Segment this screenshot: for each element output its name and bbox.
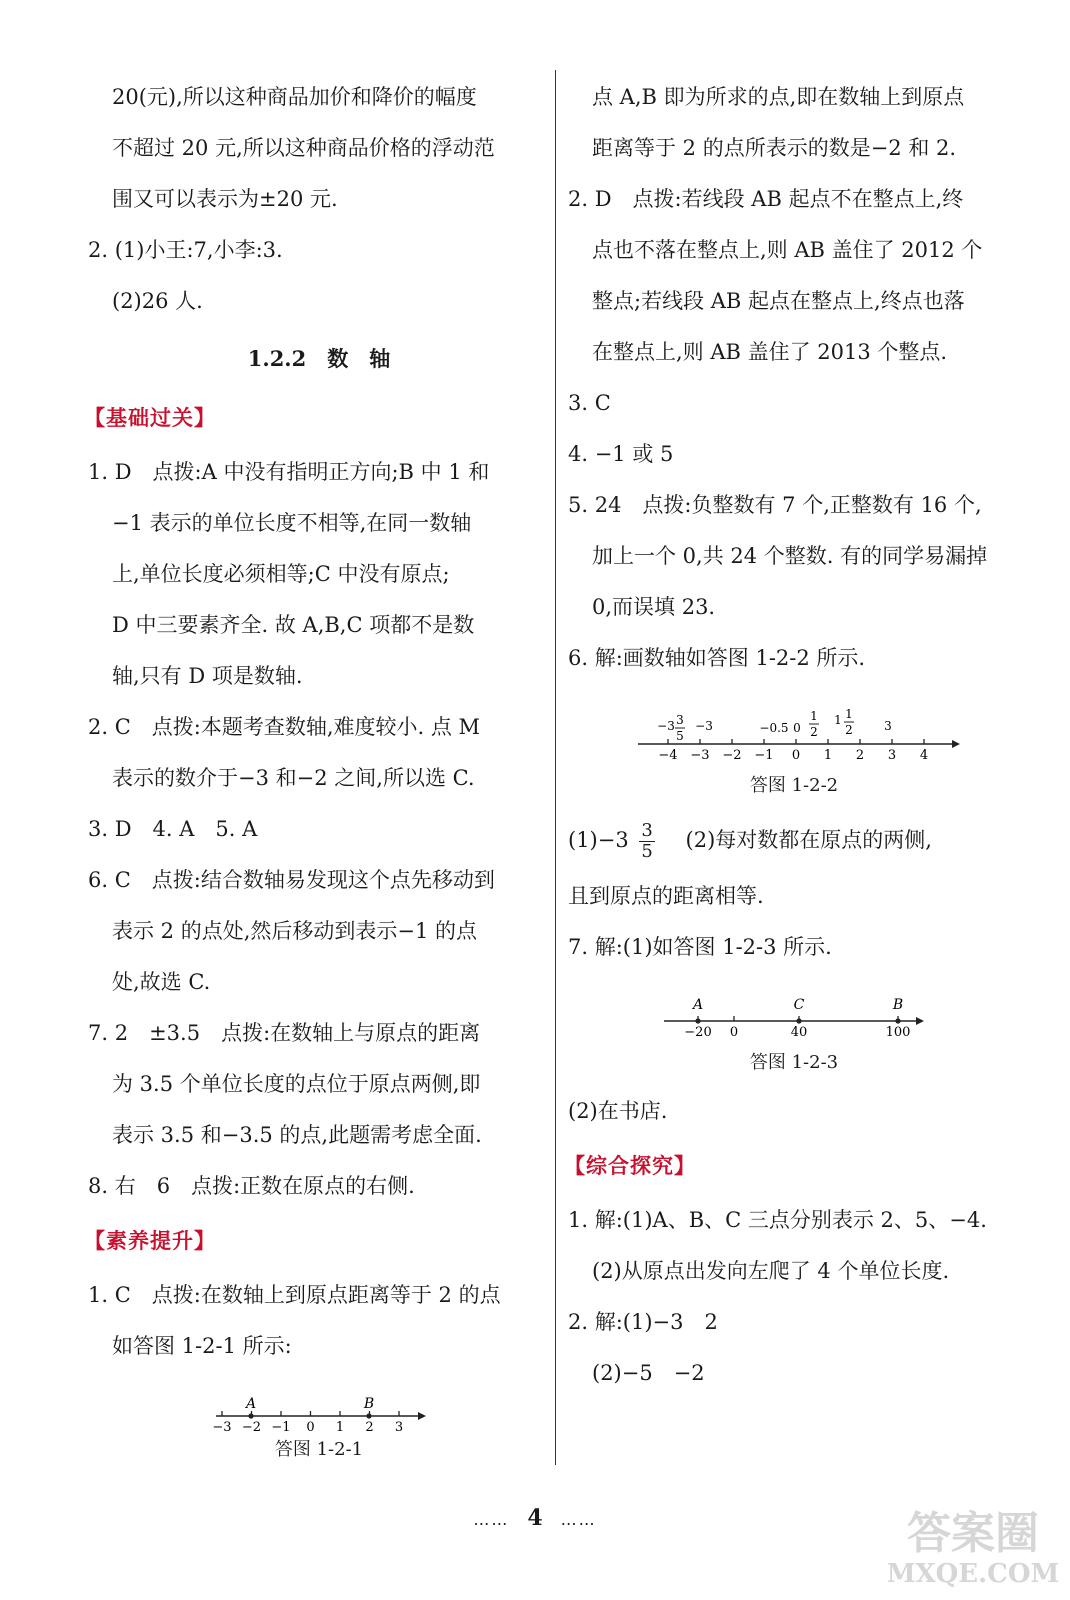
watermark-logo xyxy=(886,1498,1060,1590)
point-a-dot xyxy=(248,1413,253,1418)
answer-r4: 4. −1 或 5 xyxy=(568,442,674,466)
text-line: 围又可以表示为±20 元. xyxy=(112,187,338,211)
answer-r6-result2: 且到原点的距离相等. xyxy=(568,884,764,908)
answer-r5-line: 0,而误填 23. xyxy=(592,595,716,619)
tick-label: 0 xyxy=(306,1420,315,1435)
answer-b6-line: 处,故选 C. xyxy=(112,970,211,994)
answer-b7-line: 为 3.5 个单位长度的点位于原点两侧,即 xyxy=(112,1072,481,1096)
axis-arrow xyxy=(952,740,960,748)
text-line: 距离等于 2 的点所表示的数是−2 和 2. xyxy=(592,136,957,160)
point-b-dot xyxy=(366,1413,371,1418)
answer-b345: 3. D 4. A 5. A xyxy=(88,817,258,841)
answer-2-part2: (2)26 人. xyxy=(112,289,203,313)
label-three: 3 xyxy=(884,719,892,733)
left-column xyxy=(84,72,550,1465)
answer-r3: 3. C xyxy=(568,391,611,415)
answer-r6-result xyxy=(568,809,1020,871)
answer-r7-part2: (2)在书店. xyxy=(568,1099,668,1123)
answer-r2-line: 点也不落在整点上,则 AB 盖住了 2012 个 xyxy=(592,238,983,262)
label-mixed-num: 1 xyxy=(845,707,853,721)
answer-e1-part2: (2)从原点出发向左爬了 4 个单位长度. xyxy=(592,1259,950,1283)
tick-label: 40 xyxy=(790,1025,808,1040)
axis-arrow xyxy=(916,1017,924,1025)
figure-caption: 答图 1-2-2 xyxy=(749,775,839,796)
tick-label: 100 xyxy=(885,1025,911,1040)
answer-b1-line: D 中三要素齐全. 故 A,B,C 项都不是数 xyxy=(112,613,475,637)
answer-b1-line: 上,单位长度必须相等;C 中没有原点; xyxy=(112,562,450,586)
explore-section-header: 【综合探究】 xyxy=(564,1153,696,1178)
answer-b1-line: 轴,只有 D 项是数轴. xyxy=(112,664,303,688)
label-half-den: 2 xyxy=(810,725,818,739)
column-divider xyxy=(555,70,556,1465)
svg-text:MXQE.COM: MXQE.COM xyxy=(886,1559,1060,1589)
answer-b7-line: 表示 3.5 和−3.5 的点,此题需考虑全面. xyxy=(112,1123,482,1147)
answer-i1-line: 1. C 点拨:在数轴上到原点距离等于 2 的点 xyxy=(88,1283,501,1307)
answer-e2: 2. 解:(1)−3 2 xyxy=(568,1310,718,1334)
answer-r5-line: 5. 24 点拨:负整数有 7 个,正整数有 16 个, xyxy=(568,493,982,517)
point-c-label: C xyxy=(793,997,805,1013)
answer-b7-line: 7. 2 ±3.5 点拨:在数轴上与原点的距离 xyxy=(88,1021,481,1045)
fraction-denominator: 5 xyxy=(641,841,653,862)
tick-label: −2 xyxy=(722,748,742,763)
figure-1-2-1 xyxy=(88,1372,550,1465)
right-column xyxy=(564,72,1020,1399)
tick-label: 3 xyxy=(394,1420,404,1435)
tick-label: −1 xyxy=(271,1420,291,1435)
fraction xyxy=(639,821,654,862)
answer-b6-line: 6. C 点拨:结合数轴易发现这个点先移动到 xyxy=(88,868,495,892)
answer-b1-line: 1. D 点拨:A 中没有指明正方向;B 中 1 和 xyxy=(88,460,490,484)
answer-b6-line: 表示 2 的点处,然后移动到表示−1 的点 xyxy=(112,919,478,943)
improve-section-header: 【素养提升】 xyxy=(84,1228,216,1253)
result-prefix: (1)−3 xyxy=(568,828,629,852)
answer-r2-line: 2. D 点拨:若线段 AB 起点不在整点上,终 xyxy=(568,187,964,211)
text-line: 20(元),所以这种商品加价和降价的幅度 xyxy=(112,85,477,109)
label-whole: 1 xyxy=(834,713,842,727)
page-dots-left: …… xyxy=(473,1510,510,1529)
result-rest: (2)每对数都在原点的两侧, xyxy=(685,828,932,852)
label-neg3: −3 xyxy=(657,719,675,733)
tick-label: −3 xyxy=(212,1420,232,1435)
answer-r2-line: 整点;若线段 AB 起点在整点上,终点也落 xyxy=(592,289,965,313)
page-dots-right: …… xyxy=(560,1510,597,1529)
tick-label: −1 xyxy=(754,748,774,763)
tick-label: 4 xyxy=(919,748,929,763)
answer-e2-part2: (2)−5 −2 xyxy=(592,1361,705,1385)
answer-b1-line: −1 表示的单位长度不相等,在同一数轴 xyxy=(112,511,472,535)
tick-label: 0 xyxy=(791,748,801,763)
label-neg3b: −3 xyxy=(695,719,713,733)
figure-1-2-3 xyxy=(568,973,1020,1078)
tick-label: 0 xyxy=(729,1025,739,1040)
answer-b8: 8. 右 6 点拨:正数在原点的右侧. xyxy=(88,1174,415,1198)
answer-e1: 1. 解:(1)A、B、C 三点分别表示 2、5、−4. xyxy=(568,1208,987,1232)
figure-1-2-2 xyxy=(568,684,1020,801)
answer-r7: 7. 解:(1)如答图 1-2-3 所示. xyxy=(568,935,832,959)
svg-text:答案圈: 答案圈 xyxy=(907,1508,1039,1559)
tick-label: −2 xyxy=(241,1420,262,1435)
text-line: 不超过 20 元,所以这种商品价格的浮动范 xyxy=(112,136,495,160)
point-a-label: A xyxy=(692,997,704,1013)
page-number-value: 4 xyxy=(527,1505,543,1531)
answer-r6: 6. 解:画数轴如答图 1-2-2 所示. xyxy=(568,646,866,670)
answer-b2-line: 2. C 点拨:本题考查数轴,难度较小. 点 M xyxy=(88,715,481,739)
point-b-label: B xyxy=(892,997,904,1013)
section-title: 1.2.2 数 轴 xyxy=(247,346,391,371)
number-line-1-2-1 xyxy=(88,1372,550,1435)
point-b-dot xyxy=(895,1018,900,1023)
label-neg05: −0.5 xyxy=(759,721,789,735)
number-line-1-2-3 xyxy=(568,973,1020,1040)
tick-label: −3 xyxy=(690,748,710,763)
text-line: 点 A,B 即为所求的点,即在数轴上到原点 xyxy=(592,85,965,109)
tick-label: −4 xyxy=(658,748,678,763)
label-half-num: 1 xyxy=(810,709,818,723)
number-line-1-2-2 xyxy=(568,684,1020,764)
point-a-label: A xyxy=(245,1396,257,1412)
answer-2-part1: 2. (1)小王:7,小李:3. xyxy=(88,238,283,262)
label-frac-num: 3 xyxy=(676,713,684,727)
basic-section-header: 【基础过关】 xyxy=(84,405,216,430)
label-zero: 0 xyxy=(793,721,801,735)
answer-r2-line: 在整点上,则 AB 盖住了 2013 个整点. xyxy=(592,340,948,364)
point-a-dot xyxy=(695,1018,700,1023)
tick-label: 2 xyxy=(365,1420,374,1435)
tick-label: 2 xyxy=(855,748,865,763)
tick-label: 3 xyxy=(887,748,897,763)
point-b-label: B xyxy=(363,1396,375,1412)
figure-caption: 答图 1-2-1 xyxy=(274,1439,364,1460)
tick-label: −20 xyxy=(684,1025,712,1040)
answer-r5-line: 加上一个 0,共 24 个整数. 有的同学易漏掉 xyxy=(592,544,988,568)
point-c-dot xyxy=(796,1018,801,1023)
answer-i1-line: 如答图 1-2-1 所示: xyxy=(112,1334,292,1358)
axis-arrow xyxy=(418,1412,426,1420)
fraction-numerator: 3 xyxy=(641,820,653,841)
answer-b2-line: 表示的数介于−3 和−2 之间,所以选 C. xyxy=(112,766,475,790)
tick-label: 1 xyxy=(335,1420,345,1435)
label-mixed-den: 2 xyxy=(845,723,853,737)
tick-label: 1 xyxy=(823,748,833,763)
label-frac-den: 5 xyxy=(676,729,684,743)
figure-caption: 答图 1-2-3 xyxy=(749,1052,839,1073)
